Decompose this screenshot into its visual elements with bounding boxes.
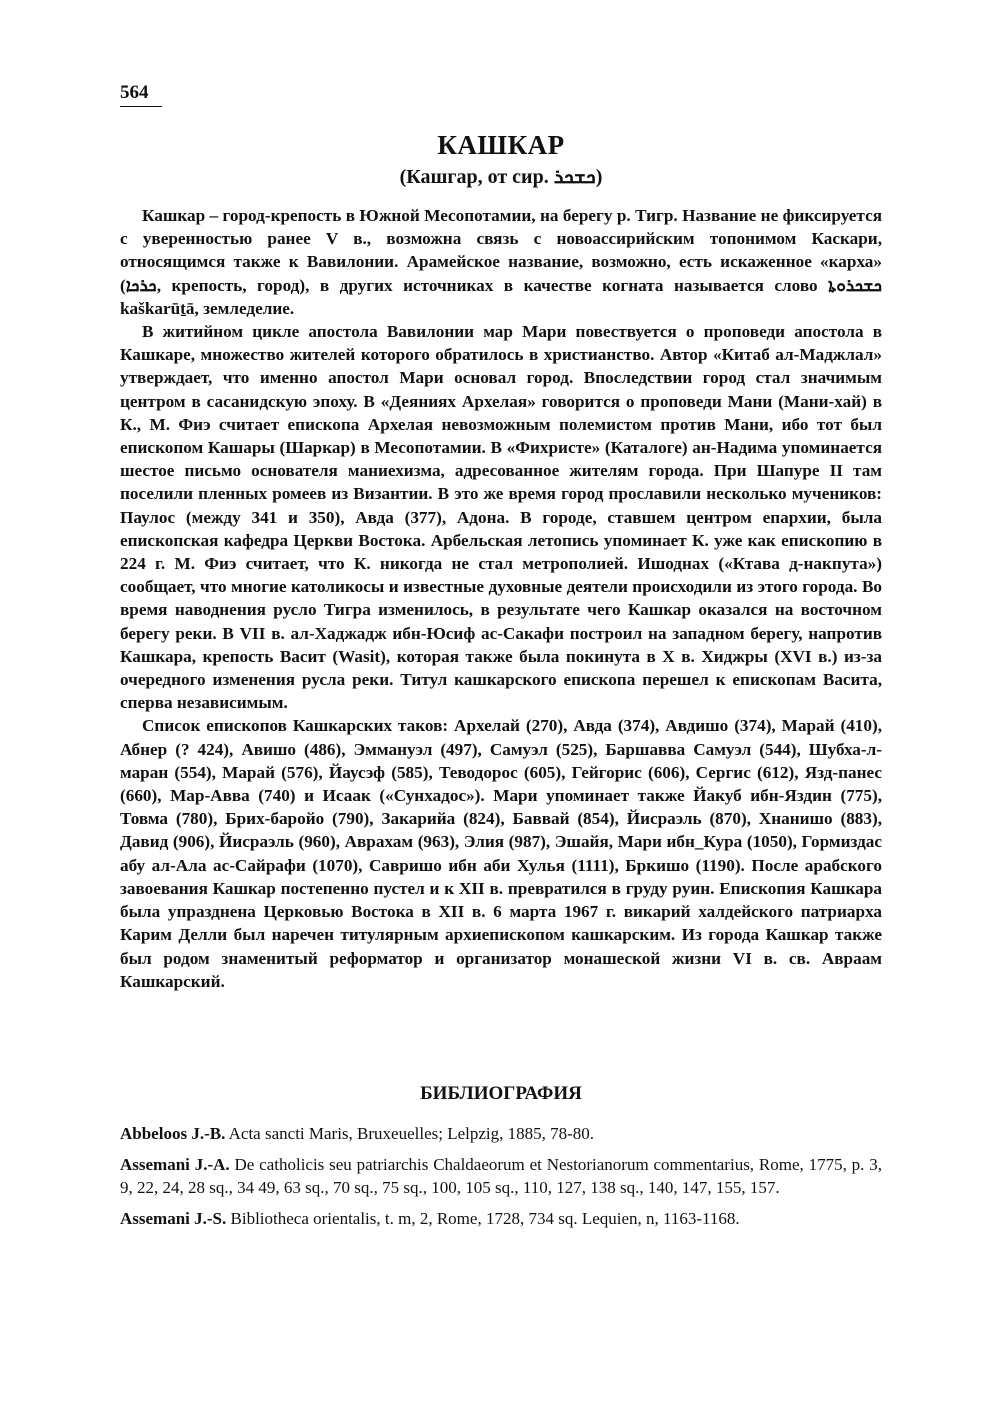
bibliography-text: De catholicis seu patriarchis Chaldaeorum et Nestorianorum commentarius, Rome, 1775, p. 3, 9, 22, 24, 28 sq., 34 49, 63 sq., 70 sq., 75 sq., 100, 105 sq., 110, 127, 138 sq., 140, 147, 155, 157. [120, 1155, 882, 1197]
paragraph-2: В житийном цикле апостола Вавилонии мар Мари повествуется о проповеди апостола в Кашкаре, множество жителей которого обратилось в христианство. Автор «Китаб ал-Маджлал» утверждает, что именно апостол Мари основал город. Впоследствии город стал значимым центром в сасанидскую эпоху. В «Деяниях Архелая» говорится о проповеди Мани (Мани-хай) в К., М. Фиэ считает епископа Архелая невозможным полемистом против Мани, ибо тот был епископом Кашары (Шаркар) в Месопотамии. В «Фихристе» (Каталоге) ан-Надима упоминается шестое письмо основателя маниехизма, адресованное жителям города. При Шапуре II там поселили пленных ромеев из Византии. В это же время город прославили несколько мучеников: Паулос (между 341 и 350), Авда (377), Адона. В городе, ставшем центром епархии, была епископская кафедра Церкви Востока. Арбельская летопись упоминает К. уже как епископию в 224 г. М. Фиэ считает, что К. никогда не стал метрополией. Ишоднах («Ктава д-накпута») сообщает, что многие католикосы и известные духовные деятели происходили из этого города. Во время наводнения русло Тигра изменилось, в результате чего Кашкар оказался на восточном берегу реки. В VII в. ал-Хаджадж ибн-Юсиф ас-Сакафи построил на западном берегу, напротив Кашкара, крепость Васит (Wasit), которая также была покинута в X в. Хиджры (XVI в.) из-за очередного изменения русла реки. Титул кашкарского епископа перешел к епископам Васита, сперва независимым. [120, 322, 882, 713]
article-subtitle: (Кашгар, от сир. ܟܫܟܪ) [399, 166, 603, 188]
article-title: КАШКАР [437, 130, 565, 160]
bibliography-text: Acta sancti Maris, Bruxeuelles; Lelpzig, 1885, 78-80. [225, 1124, 595, 1143]
bibliography-author: Assemani J.-S. [120, 1209, 227, 1228]
bibliography-text: Bibliotheca orientalis, t. m, 2, Rome, 1728, 734 sq. Lequien, n, 1163-1168. [226, 1209, 740, 1228]
paragraph-1: Кашкар – город-крепость в Южной Месопотамии, на берегу р. Тигр. Название не фиксируется с уверенностью ранее V в., возможна связь с новоассирийским топонимом Каскари, относящимся также к Вавилонии. Арамейское название, возможно, есть искаженное «карха» (ܟܪܟܐ, крепость, город), в других источниках в качестве когната называется слово ܟܫܟܪܘܬܐ kaškarūṯā, земледелие. [120, 206, 882, 318]
page-number: 564 [120, 82, 162, 107]
article-body [120, 204, 882, 993]
paragraph-3: Список епископов Кашкарских таков: Архелай (270), Авда (374), Авдишо (374), Марай (410), Абнер (? 424), Авишо (486), Эммануэл (497), Самуэл (525), Баршавва Самуэл (544), Шубха-л-маран (554), Марай (576), Йаусэф (585), Теводорос (605), Гейгорис (606), Сергис (612), Язд-панес (660), Мар-Авва (740) и Исаак («Сунхадос»). Мари упоминает также Йакуб ибн-Яздин (775), Товма (780), Брих-баройо (790), Закарийа (824), Баввай (854), Йисраэль (870), Хнанишо (883), Давид (906), Йисраэль (960), Аврахам (963), Элия (987), Эшайя, Мари ибн_Кура (1050), Гормиздас абу ал-Ала ас-Сайрафи (1070), Савришо ибн аби Хулья (1111), Бркишо (1190). После арабского завоевания Кашкар постепенно пустел и к XII в. превратился в груду руин. Епископия Кашкара была упразднена Церковью Востока в XII в. 6 марта 1967 г. викарий халдейского патриарха Карим Делли был наречен титулярным архиепископом кашкарским. Из города Кашкар также был родом знаменитый реформатор и организатор монашеской жизни VI в. св. Авраам Кашкарский. [120, 716, 882, 991]
bibliography-list [120, 1122, 882, 1238]
bibliography-author: Abbeloos J.-B. [120, 1124, 226, 1143]
bibliography-entry [120, 1122, 882, 1145]
bibliography-entry [120, 1207, 882, 1230]
bibliography-entry [120, 1153, 882, 1199]
bibliography-title: БИБЛИОГРАФИЯ [420, 1083, 582, 1104]
bibliography-author: Assemani J.-A. [120, 1155, 230, 1174]
